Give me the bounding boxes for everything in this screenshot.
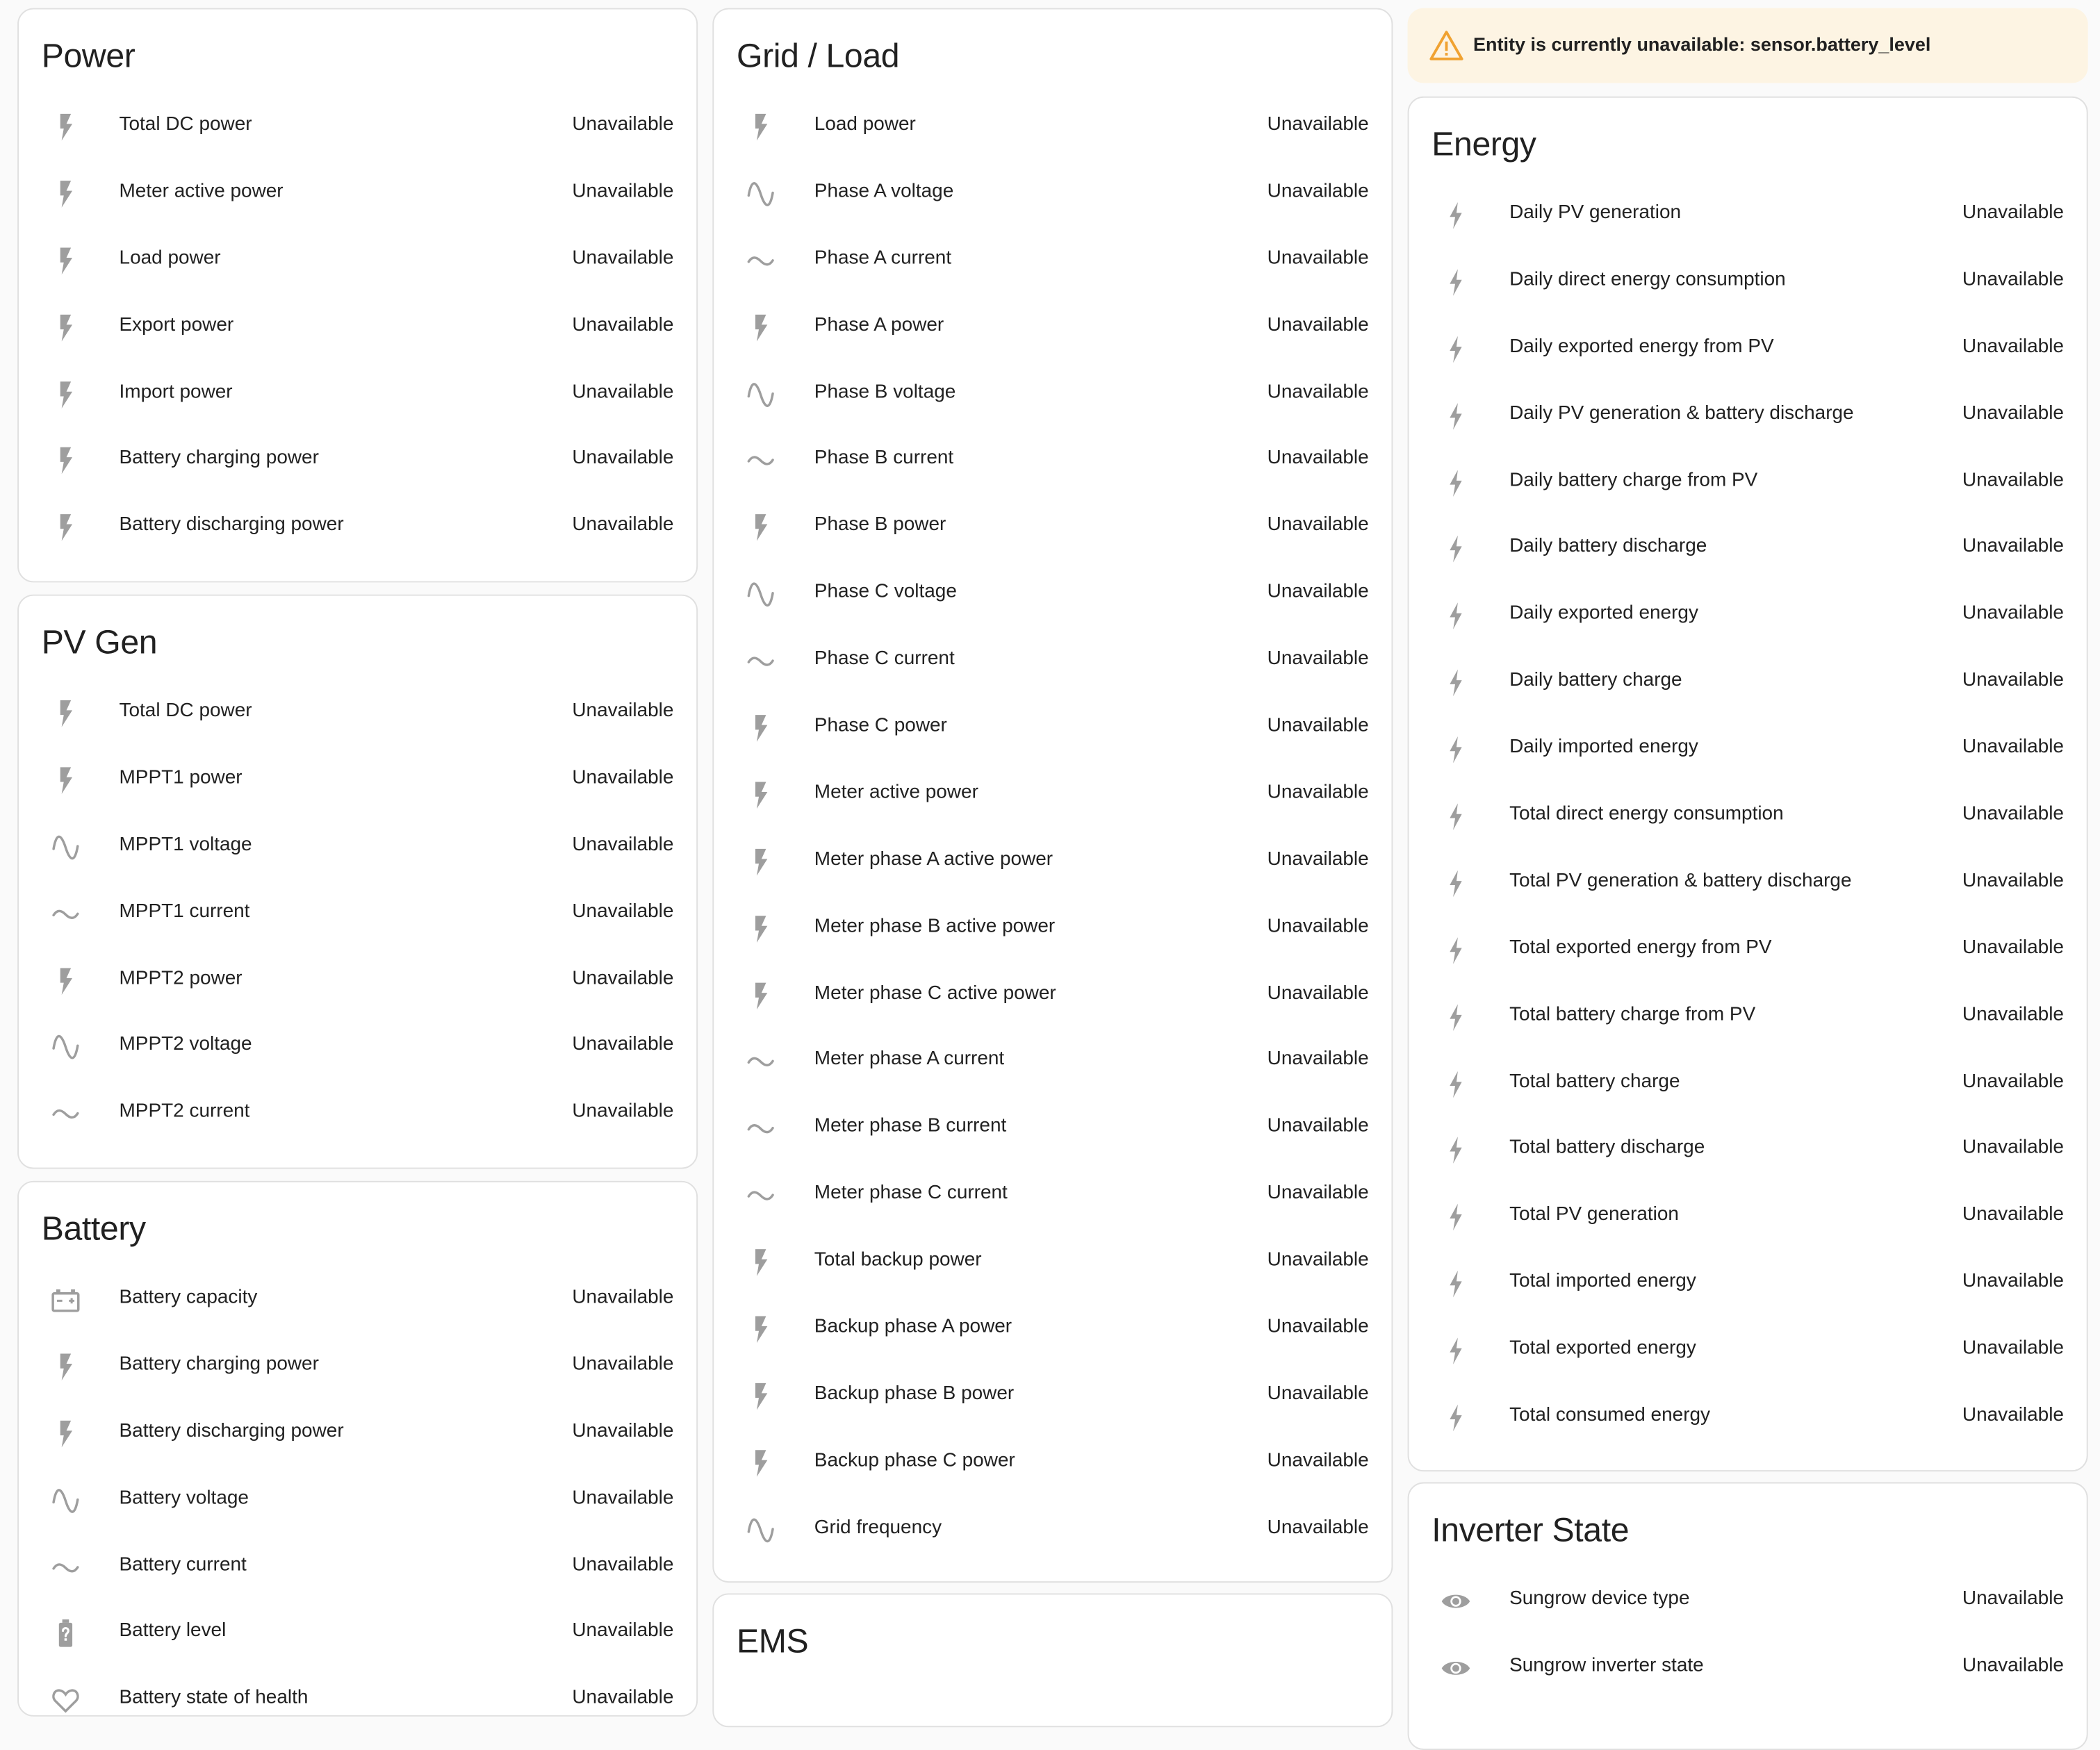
entity-label: Sungrow inverter state <box>1509 1654 1704 1676</box>
entity-row[interactable] <box>714 1162 1391 1229</box>
flash-icon <box>49 1418 81 1450</box>
entity-value: Unavailable <box>572 1487 674 1509</box>
entity-row[interactable] <box>19 747 696 814</box>
entity-label: MPPT1 power <box>119 767 243 789</box>
entity-label: Daily battery charge <box>1509 670 1682 691</box>
entity-label: Phase A voltage <box>814 180 954 202</box>
entity-value: Unavailable <box>1962 336 2064 358</box>
entity-row[interactable] <box>1409 1117 2087 1184</box>
entity-label: Phase C current <box>814 648 955 670</box>
warning-text: Entity is currently unavailable: sensor.battery_level <box>1473 33 1931 56</box>
entity-label: Total DC power <box>119 700 252 722</box>
card-title: EMS <box>737 1622 809 1660</box>
entity-label: Battery charging power <box>119 447 319 470</box>
entity-value: Unavailable <box>1962 269 2064 291</box>
entity-value: Unavailable <box>1267 113 1369 135</box>
entity-value: Unavailable <box>572 700 674 722</box>
entity-row[interactable] <box>19 1534 696 1601</box>
flash-icon <box>745 779 777 811</box>
entity-value: Unavailable <box>1267 1182 1369 1205</box>
card-grid-load <box>712 8 1393 1583</box>
entity-label: Daily imported energy <box>1509 736 1698 759</box>
flash-icon <box>745 111 777 143</box>
entity-label: MPPT2 power <box>119 967 243 989</box>
flash-icon <box>49 1351 81 1382</box>
entity-value: Unavailable <box>1962 536 2064 558</box>
flash-icon <box>745 1247 777 1279</box>
entity-row[interactable] <box>1409 516 2087 583</box>
entity-row[interactable] <box>19 1467 696 1534</box>
entity-row[interactable] <box>714 628 1391 695</box>
entity-row[interactable] <box>714 94 1391 160</box>
entity-label: Grid frequency <box>814 1517 942 1538</box>
flash-icon <box>745 846 777 878</box>
entity-row[interactable] <box>19 361 696 428</box>
entity-row[interactable] <box>714 1496 1391 1563</box>
flash-icon <box>745 913 777 945</box>
entity-value: Unavailable <box>1267 1316 1369 1338</box>
lightning-bolt-icon <box>1440 534 1472 566</box>
entity-value: Unavailable <box>1267 1517 1369 1538</box>
current-ac-icon <box>745 245 777 276</box>
entity-label: Phase B power <box>814 514 946 536</box>
entity-row[interactable] <box>1409 650 2087 716</box>
entity-label: Battery capacity <box>119 1287 258 1308</box>
current-ac-icon <box>745 1113 777 1145</box>
entity-label: Daily direct energy consumption <box>1509 269 1786 291</box>
entity-label: Daily battery charge from PV <box>1509 469 1758 491</box>
entity-label: Total DC power <box>119 113 252 135</box>
current-ac-icon <box>745 445 777 477</box>
entity-value: Unavailable <box>1267 381 1369 403</box>
card-power <box>17 8 698 583</box>
entity-value: Unavailable <box>1267 314 1369 336</box>
entity-label: Phase C power <box>814 715 947 737</box>
lightning-bolt-icon <box>1440 333 1472 365</box>
entity-label: Total PV generation <box>1509 1204 1679 1226</box>
flash-icon <box>745 1380 777 1412</box>
current-ac-icon <box>49 898 81 930</box>
entity-value: Unavailable <box>572 180 674 202</box>
entity-value: Unavailable <box>572 1553 674 1576</box>
entity-label: MPPT2 current <box>119 1100 250 1123</box>
entity-row[interactable] <box>1409 984 2087 1050</box>
entity-label: Total battery charge <box>1509 1071 1680 1092</box>
entity-label: Daily PV generation <box>1509 202 1682 224</box>
entity-row[interactable] <box>1409 1318 2087 1385</box>
entity-value: Unavailable <box>1267 447 1369 470</box>
entity-label: Meter phase A current <box>814 1048 1005 1071</box>
entity-value: Unavailable <box>572 900 674 923</box>
entity-value: Unavailable <box>1962 1003 2064 1025</box>
entity-label: Sungrow device type <box>1509 1587 1690 1610</box>
entity-row[interactable] <box>1409 1251 2087 1318</box>
lightning-bolt-icon <box>1440 467 1472 499</box>
flash-icon <box>49 965 81 997</box>
battery-unknown-icon <box>49 1618 81 1650</box>
entity-row[interactable] <box>1409 1385 2087 1451</box>
card-energy <box>1408 97 2088 1471</box>
entity-row[interactable] <box>19 881 696 948</box>
card-inverter-state <box>1408 1483 2088 1750</box>
entity-label: Backup phase A power <box>814 1316 1012 1338</box>
flash-icon <box>745 311 777 343</box>
entity-value: Unavailable <box>1962 1337 2064 1360</box>
entity-value: Unavailable <box>572 1034 674 1056</box>
entity-label: Meter phase B current <box>814 1116 1007 1137</box>
lightning-bolt-icon <box>1440 734 1472 766</box>
entity-value: Unavailable <box>1267 715 1369 737</box>
entity-row[interactable] <box>1409 383 2087 449</box>
entity-label: Export power <box>119 314 234 336</box>
entity-value: Unavailable <box>1267 782 1369 804</box>
entity-row[interactable] <box>19 1266 696 1333</box>
entity-row[interactable] <box>19 1333 696 1400</box>
entity-label: Backup phase B power <box>814 1382 1015 1405</box>
eye-icon <box>1440 1585 1472 1617</box>
entity-value: Unavailable <box>1962 1271 2064 1293</box>
entity-row[interactable] <box>19 1601 696 1667</box>
entity-value: Unavailable <box>572 967 674 989</box>
lightning-bolt-icon <box>1440 1269 1472 1301</box>
card-battery <box>17 1181 698 1717</box>
entity-row[interactable] <box>19 1014 696 1081</box>
entity-label: Battery current <box>119 1553 247 1576</box>
entity-value: Unavailable <box>572 1687 674 1709</box>
entity-label: Meter phase B active power <box>814 915 1056 937</box>
current-ac-icon <box>49 1098 81 1130</box>
entity-row[interactable] <box>19 227 696 294</box>
entity-label: Load power <box>814 113 916 135</box>
car-battery-icon <box>49 1284 81 1316</box>
entity-label: Meter phase C current <box>814 1182 1008 1205</box>
sine-wave-icon <box>49 1485 81 1517</box>
entity-label: Phase B current <box>814 447 954 470</box>
entity-row[interactable] <box>714 695 1391 761</box>
entity-label: Phase C voltage <box>814 581 957 603</box>
entity-value: Unavailable <box>572 1353 674 1376</box>
entity-row[interactable] <box>714 895 1391 962</box>
entity-row[interactable] <box>1409 850 2087 917</box>
entity-label: Daily battery discharge <box>1509 536 1707 558</box>
entity-value: Unavailable <box>1962 670 2064 691</box>
flash-icon <box>745 512 777 544</box>
sine-wave-icon <box>745 579 777 611</box>
lightning-bolt-icon <box>1440 934 1472 966</box>
entity-label: Battery voltage <box>119 1487 249 1509</box>
entity-label: Daily exported energy <box>1509 602 1698 625</box>
entity-value: Unavailable <box>1267 982 1369 1004</box>
sine-wave-icon <box>49 831 81 863</box>
entity-row[interactable] <box>1409 917 2087 984</box>
entity-label: Daily exported energy from PV <box>1509 336 1774 358</box>
entity-label: Battery state of health <box>119 1687 309 1709</box>
entity-row[interactable] <box>1409 716 2087 783</box>
entity-label: Battery level <box>119 1620 227 1642</box>
entity-row[interactable] <box>714 829 1391 895</box>
entity-value: Unavailable <box>1962 469 2064 491</box>
lightning-bolt-icon <box>1440 667 1472 699</box>
entity-row[interactable] <box>19 495 696 561</box>
flash-icon <box>49 512 81 544</box>
entity-value: Unavailable <box>1962 1137 2064 1159</box>
lightning-bolt-icon <box>1440 1201 1472 1233</box>
lightning-bolt-icon <box>1440 868 1472 900</box>
entity-label: Battery discharging power <box>119 514 344 536</box>
entity-row[interactable] <box>1409 182 2087 249</box>
entity-row[interactable] <box>714 561 1391 628</box>
lightning-bolt-icon <box>1440 400 1472 432</box>
entity-row[interactable] <box>19 94 696 160</box>
entity-value: Unavailable <box>572 514 674 536</box>
lightning-bolt-icon <box>1440 266 1472 298</box>
flash-icon <box>49 178 81 210</box>
entity-value: Unavailable <box>572 834 674 856</box>
entity-row[interactable] <box>19 1401 696 1467</box>
current-ac-icon <box>745 1180 777 1212</box>
entity-value: Unavailable <box>1962 1204 2064 1226</box>
current-ac-icon <box>745 645 777 677</box>
entity-label: MPPT1 current <box>119 900 250 923</box>
entity-value: Unavailable <box>1267 648 1369 670</box>
flash-icon <box>49 379 81 411</box>
flash-icon <box>49 111 81 143</box>
entity-value: Unavailable <box>1267 1116 1369 1137</box>
entity-row[interactable] <box>1409 315 2087 382</box>
flash-icon <box>49 311 81 343</box>
entity-value: Unavailable <box>1962 602 2064 625</box>
entity-row[interactable] <box>714 227 1391 294</box>
entity-label: Load power <box>119 247 221 269</box>
entity-value: Unavailable <box>572 113 674 135</box>
current-ac-icon <box>49 1551 81 1583</box>
entity-value: Unavailable <box>1962 1587 2064 1610</box>
entity-row[interactable] <box>19 680 696 747</box>
entity-value: Unavailable <box>1267 1382 1369 1405</box>
lightning-bolt-icon <box>1440 801 1472 833</box>
card-title: PV Gen <box>41 624 158 662</box>
entity-row[interactable] <box>714 294 1391 361</box>
card-title: Battery <box>41 1210 146 1248</box>
flash-icon <box>49 245 81 276</box>
entity-row[interactable] <box>1409 784 2087 850</box>
flash-icon <box>49 697 81 729</box>
entity-label: Meter active power <box>814 782 978 804</box>
entity-row[interactable] <box>1409 583 2087 650</box>
entity-row[interactable] <box>714 1230 1391 1296</box>
entity-row[interactable] <box>1409 1568 2087 1635</box>
entity-value: Unavailable <box>1267 915 1369 937</box>
flash-icon <box>745 1314 777 1346</box>
entity-row[interactable] <box>714 1296 1391 1363</box>
card-title: Power <box>41 37 136 75</box>
entity-row[interactable] <box>1409 249 2087 315</box>
entity-row[interactable] <box>714 160 1391 227</box>
lightning-bolt-icon <box>1440 1134 1472 1166</box>
entity-row[interactable] <box>19 1667 696 1717</box>
entity-label: Total backup power <box>814 1249 982 1271</box>
flash-icon <box>49 764 81 796</box>
entity-value: Unavailable <box>572 1620 674 1642</box>
flash-icon <box>745 1447 777 1479</box>
entity-value: Unavailable <box>1267 848 1369 870</box>
entity-row[interactable] <box>1409 1050 2087 1117</box>
entity-label: Total consumed energy <box>1509 1404 1711 1426</box>
entity-value: Unavailable <box>1267 581 1369 603</box>
lightning-bolt-icon <box>1440 1402 1472 1434</box>
entity-row[interactable] <box>19 814 696 880</box>
entity-label: Phase A current <box>814 247 952 269</box>
entity-row[interactable] <box>19 948 696 1014</box>
entity-label: Import power <box>119 381 233 403</box>
entity-value: Unavailable <box>572 1287 674 1308</box>
flash-icon <box>745 980 777 1012</box>
sine-wave-icon <box>745 379 777 411</box>
entity-row[interactable] <box>714 761 1391 828</box>
entity-value: Unavailable <box>1962 1404 2064 1426</box>
entity-label: Total exported energy <box>1509 1337 1696 1360</box>
entity-row[interactable] <box>19 294 696 361</box>
entity-value: Unavailable <box>1962 202 2064 224</box>
entity-label: Phase A power <box>814 314 944 336</box>
entity-row[interactable] <box>19 1081 696 1148</box>
entity-label: MPPT2 voltage <box>119 1034 252 1056</box>
entity-value: Unavailable <box>572 381 674 403</box>
entity-value: Unavailable <box>572 447 674 470</box>
entity-row[interactable] <box>1409 449 2087 516</box>
entity-row[interactable] <box>714 962 1391 1029</box>
entity-label: Daily PV generation & battery discharge <box>1509 402 1854 424</box>
entity-row[interactable] <box>714 495 1391 561</box>
sine-wave-icon <box>745 178 777 210</box>
entity-value: Unavailable <box>1267 1249 1369 1271</box>
entity-row[interactable] <box>714 428 1391 495</box>
heart-pulse-icon <box>49 1685 81 1717</box>
entity-value: Unavailable <box>1962 1654 2064 1676</box>
card-title: Inverter State <box>1432 1511 1630 1549</box>
entity-label: Battery discharging power <box>119 1420 344 1442</box>
entity-label: Total battery charge from PV <box>1509 1003 1756 1025</box>
entity-label: Total exported energy from PV <box>1509 936 1772 959</box>
entity-value: Unavailable <box>1267 1048 1369 1071</box>
entity-row[interactable] <box>714 1096 1391 1162</box>
entity-label: Total battery discharge <box>1509 1137 1705 1159</box>
entity-value: Unavailable <box>1267 1449 1369 1471</box>
entity-label: Total imported energy <box>1509 1271 1696 1293</box>
entity-label: Phase B voltage <box>814 381 956 403</box>
sine-wave-icon <box>745 1514 777 1546</box>
entity-value: Unavailable <box>1267 514 1369 536</box>
flash-icon <box>745 712 777 744</box>
alert-icon <box>1429 29 1463 61</box>
entity-value: Unavailable <box>572 247 674 269</box>
entity-row[interactable] <box>714 1029 1391 1096</box>
entity-label: Total PV generation & battery discharge <box>1509 870 1852 892</box>
current-ac-icon <box>745 1046 777 1078</box>
entity-label: Meter active power <box>119 180 284 202</box>
entity-value: Unavailable <box>572 767 674 789</box>
entity-row[interactable] <box>714 361 1391 428</box>
card-pv-gen <box>17 595 698 1169</box>
entity-value: Unavailable <box>1962 803 2064 825</box>
entity-value: Unavailable <box>572 1100 674 1123</box>
card-title: Grid / Load <box>737 37 900 75</box>
entity-label: Meter phase C active power <box>814 982 1056 1004</box>
warning-banner <box>1408 8 2088 83</box>
sine-wave-icon <box>49 1032 81 1064</box>
entity-value: Unavailable <box>572 314 674 336</box>
lightning-bolt-icon <box>1440 600 1472 632</box>
entity-value: Unavailable <box>1962 402 2064 424</box>
entity-row[interactable] <box>19 160 696 227</box>
entity-value: Unavailable <box>1962 736 2064 759</box>
entity-row[interactable] <box>714 1430 1391 1496</box>
card-title: Energy <box>1432 126 1536 164</box>
entity-value: Unavailable <box>1962 936 2064 959</box>
entity-label: MPPT1 voltage <box>119 834 252 856</box>
entity-label: Meter phase A active power <box>814 848 1053 870</box>
entity-value: Unavailable <box>1267 247 1369 269</box>
lightning-bolt-icon <box>1440 199 1472 231</box>
entity-row[interactable] <box>19 428 696 495</box>
entity-value: Unavailable <box>572 1420 674 1442</box>
entity-value: Unavailable <box>1962 870 2064 892</box>
flash-icon <box>49 445 81 477</box>
entity-label: Battery charging power <box>119 1353 319 1376</box>
entity-value: Unavailable <box>1267 180 1369 202</box>
card-ems <box>712 1593 1393 1727</box>
entity-row[interactable] <box>714 1363 1391 1430</box>
lightning-bolt-icon <box>1440 1068 1472 1100</box>
entity-row[interactable] <box>1409 1635 2087 1701</box>
entity-row[interactable] <box>1409 1184 2087 1250</box>
entity-label: Backup phase C power <box>814 1449 1015 1471</box>
eye-icon <box>1440 1652 1472 1684</box>
lightning-bolt-icon <box>1440 1001 1472 1033</box>
entity-label: Total direct energy consumption <box>1509 803 1784 825</box>
entity-value: Unavailable <box>1962 1071 2064 1092</box>
lightning-bolt-icon <box>1440 1335 1472 1367</box>
